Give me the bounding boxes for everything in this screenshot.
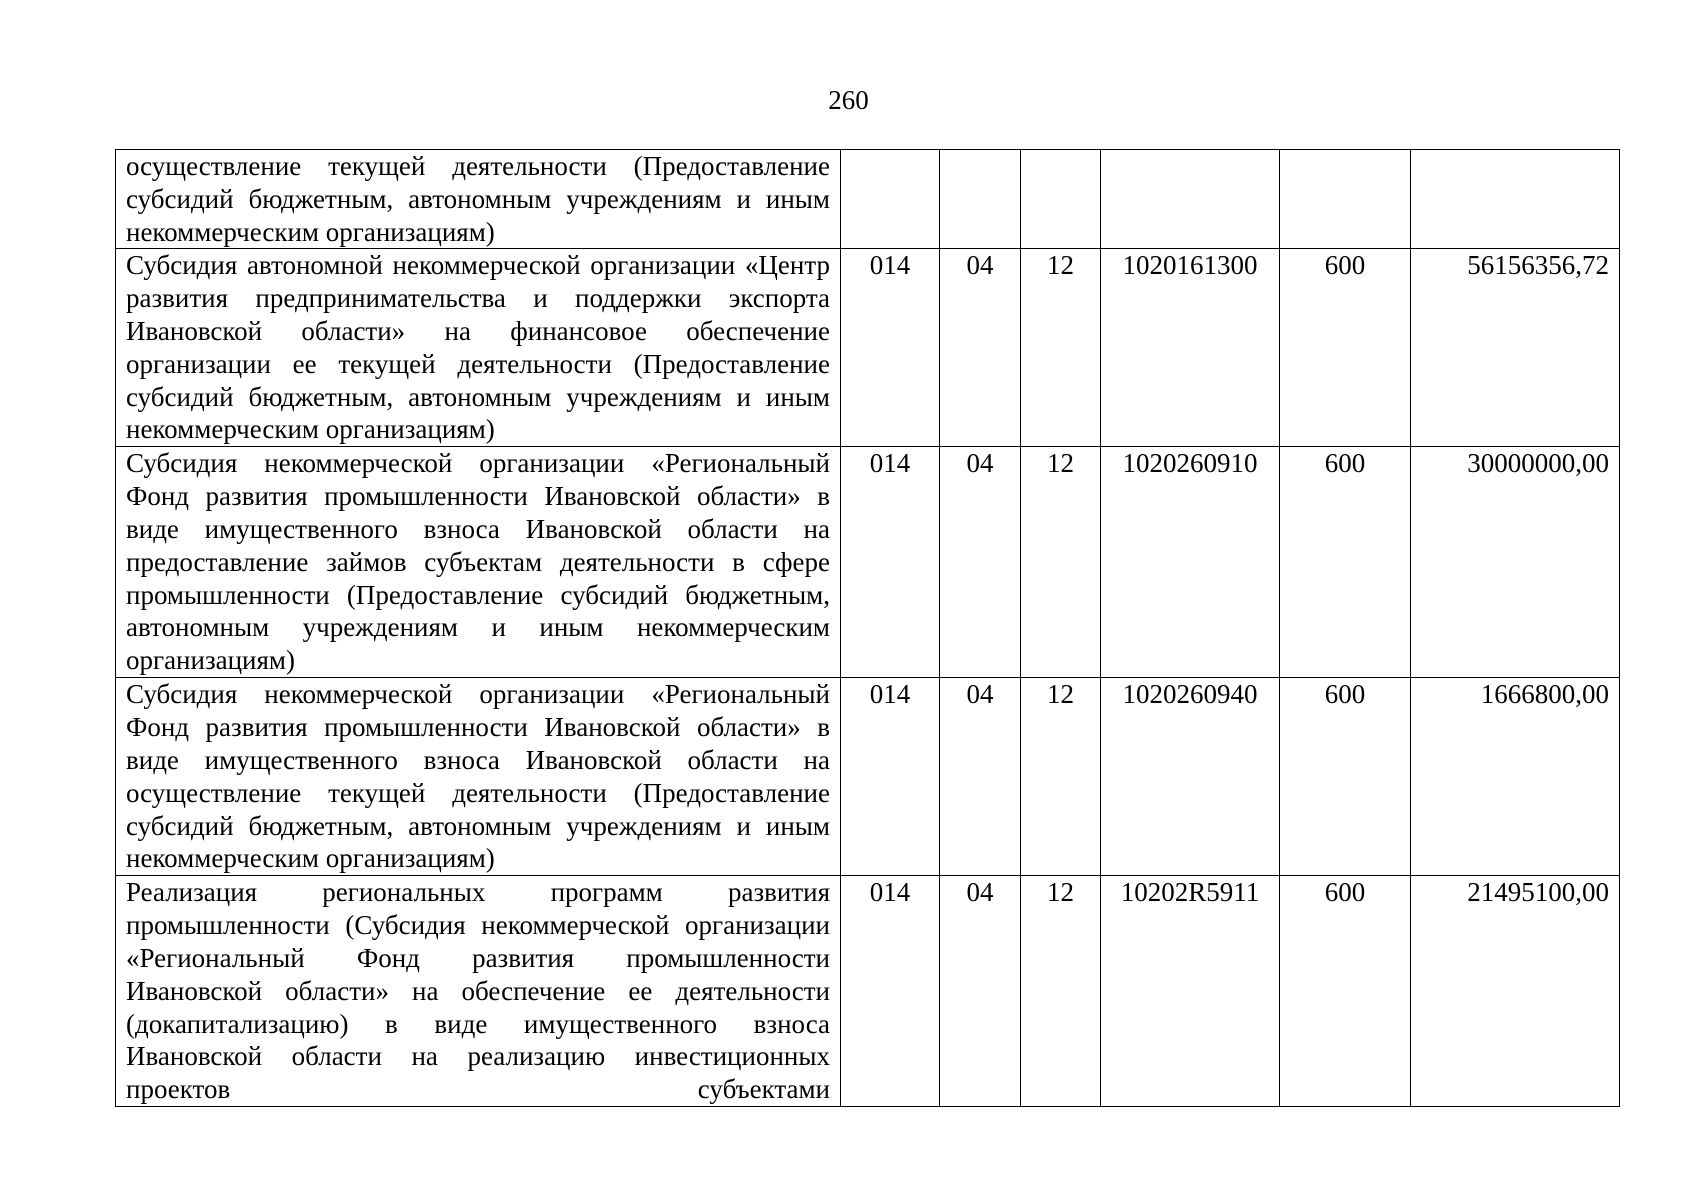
page-number: 260 <box>828 85 869 115</box>
row-target-article: 1020260940 <box>1101 678 1280 876</box>
row-section-code: 04 <box>940 249 1021 447</box>
row-section-code: 04 <box>940 678 1021 876</box>
row-amount: 21495100,00 <box>1411 876 1620 1107</box>
row-description: осуществление текущей деятельности (Предоставление субсидий бюджетным, автономным учреждениям и иным некоммерческим организациям) <box>116 150 841 249</box>
row-subsection-code: 12 <box>1021 678 1101 876</box>
row-expense-type: 600 <box>1280 678 1411 876</box>
row-subsection-code <box>1021 150 1101 249</box>
table-row <box>116 150 1620 249</box>
budget-allocation-table <box>115 149 1620 1107</box>
row-target-article: 10202R5911 <box>1101 876 1280 1107</box>
row-ministry-code: 014 <box>841 249 940 447</box>
row-expense-type: 600 <box>1280 249 1411 447</box>
table-row <box>116 249 1620 447</box>
row-subsection-code: 12 <box>1021 249 1101 447</box>
row-amount: 30000000,00 <box>1411 447 1620 678</box>
row-expense-type <box>1280 150 1411 249</box>
row-description: Субсидия автономной некоммерческой организации «Центр развития предпринимательства и поддержки экспорта Ивановской области» на финансовое обеспечение организации ее текущей деятельности (Предоставление субсидий бюджетным, автономным учреждениям и иным некоммерческим организациям) <box>116 249 841 447</box>
row-amount <box>1411 150 1620 249</box>
table-row <box>116 678 1620 876</box>
row-subsection-code: 12 <box>1021 876 1101 1107</box>
row-expense-type: 600 <box>1280 447 1411 678</box>
row-target-article <box>1101 150 1280 249</box>
row-ministry-code: 014 <box>841 678 940 876</box>
row-expense-type: 600 <box>1280 876 1411 1107</box>
row-amount: 1666800,00 <box>1411 678 1620 876</box>
row-amount: 56156356,72 <box>1411 249 1620 447</box>
row-section-code <box>940 150 1021 249</box>
row-section-code: 04 <box>940 876 1021 1107</box>
row-ministry-code <box>841 150 940 249</box>
row-target-article: 1020260910 <box>1101 447 1280 678</box>
table-row <box>116 447 1620 678</box>
row-description: Реализация региональных программ развития промышленности (Субсидия некоммерческой организации «Региональный Фонд развития промышленности Ивановской области» на обеспечение ее деятельности (докапитализацию) в виде имущественного взноса Ивановской области на реализацию инвестиционных проектов субъектами <box>116 876 841 1107</box>
row-subsection-code: 12 <box>1021 447 1101 678</box>
row-description: Субсидия некоммерческой организации «Региональный Фонд развития промышленности Ивановской области» в виде имущественного взноса Ивановской области на осуществление текущей деятельности (Предоставление субсидий бюджетным, автономным учреждениям и иным некоммерческим организациям) <box>116 678 841 876</box>
row-section-code: 04 <box>940 447 1021 678</box>
row-ministry-code: 014 <box>841 876 940 1107</box>
row-description: Субсидия некоммерческой организации «Региональный Фонд развития промышленности Ивановской области» в виде имущественного взноса Ивановской области на предоставление займов субъектам деятельности в сфере промышленности (Предоставление субсидий бюджетным, автономным учреждениям и иным некоммерческим организациям) <box>116 447 841 678</box>
row-target-article: 1020161300 <box>1101 249 1280 447</box>
table-row <box>116 876 1620 1107</box>
row-ministry-code: 014 <box>841 447 940 678</box>
